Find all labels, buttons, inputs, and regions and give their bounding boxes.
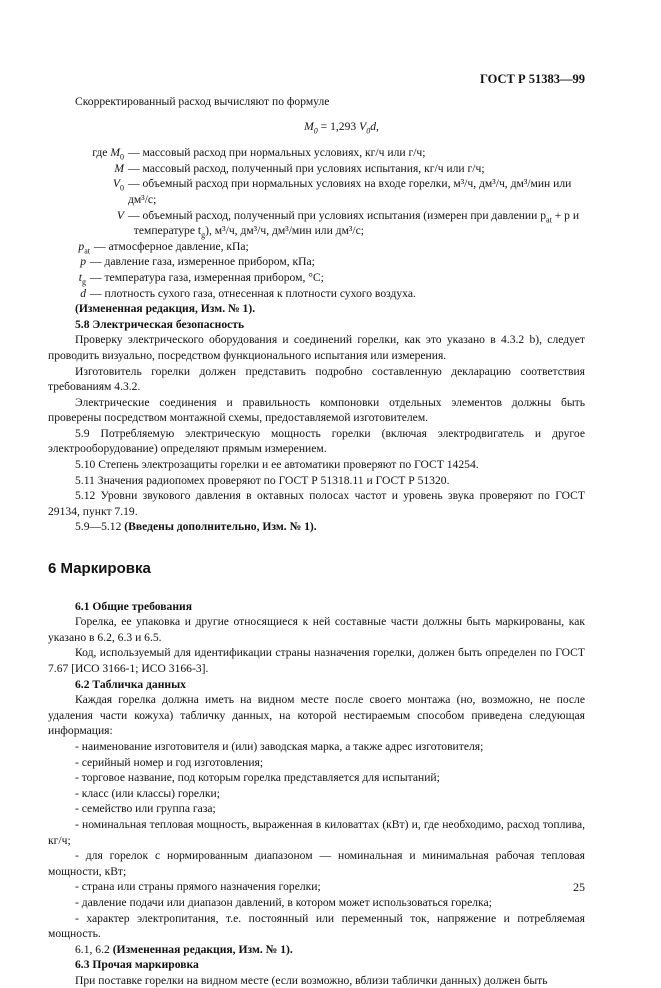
list-item: - наименование изготовителя и (или) заводская марка, а также адрес изготовителя; <box>75 739 484 753</box>
section-6-title: 6 Маркировка <box>48 560 151 578</box>
amendment-note-1: (Измененная редакция, Изм. № 1). <box>75 302 256 316</box>
def-d: d — плотность сухого газа, отнесенная к плотности сухого воздуха. <box>80 286 416 300</box>
para-5-11: 5.11 Значения радиопомех проверяют по ГОСТ Р 51318.11 и ГОСТ Р 51320. <box>75 473 450 487</box>
list-item: - торговое название, под которым горелка представляется для испытаний; <box>75 771 440 785</box>
para-6-2: Каждая горелка должна иметь на видном месте после своего монтажа (но, возможно, не после удаления части кожуха) табличку данных, на которой нестираемым способом приведена следующая информация: <box>48 693 585 738</box>
para-6-1-b: Код, используемый для идентификации страны назначения горелки, должен быть определен по ГОСТ 7.67 [ИСО 3166-1; ИСО 3166-3]. <box>48 646 585 675</box>
heading-6-2: 6.2 Табличка данных <box>75 677 186 691</box>
heading-6-1: 6.1 Общие требования <box>75 599 192 613</box>
list-item: - давление подачи или диапазон давлений, в котором может использоваться горелка; <box>75 895 492 909</box>
formula-intro: Скорректированный расход вычисляют по формуле <box>75 95 330 108</box>
heading-6-3: 6.3 Прочая маркировка <box>75 958 199 972</box>
def-v-cont: температуре $t_g$), м³/ч, дм³/ч, дм³/мин или дм³/с; <box>133 224 364 240</box>
formula-v: V <box>359 119 367 133</box>
formula-v-sub: 0 <box>366 125 371 135</box>
amendment-note-2: 5.9—5.12 (Введены дополнительно, Изм. № 1). <box>75 520 317 534</box>
page-header: ГОСТ Р 51383—99 <box>479 72 585 86</box>
list-item: - характер электропитания, т.е. постоянный или переменный ток, напряжение и потребляемая мощность. <box>48 911 585 941</box>
para-6-3: При поставке горелки на видном месте (если возможно, вблизи таблички данных) должен быть <box>75 973 548 987</box>
def-v0: $V_0$ — объемный расход при нормальных условиях на входе горелки, м³/ч, дм³/ч, дм³/мин или дм³/с; <box>112 177 572 206</box>
para-5-10: 5.10 Степень электрозащиты горелки и ее автоматики проверяют по ГОСТ 14254. <box>75 458 479 472</box>
def-m0: где $M_0$ — массовый расход при нормальных условиях, кг/ч или г/ч; <box>92 146 426 162</box>
para-6-1-a: Горелка, ее упаковка и другие относящиеся к ней составные части должны быть маркированы, как указано в 6.2, 6.3 и 6.5. <box>48 615 585 644</box>
formula-lhs-sub: 0 <box>313 125 318 135</box>
list-item: - страна или страны прямого назначения горелки; <box>75 880 321 894</box>
formula-eq: = 1,293 <box>317 119 360 133</box>
list-item: - семейство или группа газа; <box>75 802 216 816</box>
heading-5-8: 5.8 Электрическая безопасность <box>75 317 245 331</box>
def-p: p — давление газа, измеренное прибором, кПа; <box>80 255 315 269</box>
definitions <box>48 145 585 301</box>
formula <box>48 119 585 135</box>
formula-lhs: M <box>304 119 314 133</box>
def-pat: $p_{at}$ — атмосферное давление, кПа; <box>78 239 249 256</box>
def-v: V — объемный расход, полученный при условиях испытания (измерен при давлении $p_{at} + p$ и <box>116 208 580 224</box>
list-item: - серийный номер и год изготовления; <box>75 755 264 769</box>
para-5-9: 5.9 Потребляемую электрическую мощность горелки (включая электродвигатель и другое электрооборудование) определяют прямым измерением. <box>48 426 585 456</box>
amendment-note-3: 6.1, 6.2 (Измененная редакция, Изм. № 1). <box>75 942 293 956</box>
def-tg: $t_g$ — температура газа, измеренная прибором, °С; <box>78 270 324 287</box>
list-item: - номинальная тепловая мощность, выраженная в киловаттах (кВт) и, где необходимо, расход топлива, кг/ч; <box>48 817 585 847</box>
data-plate-list <box>48 739 585 942</box>
formula-tail: , <box>375 119 379 133</box>
def-m: M — массовый расход, полученный при условиях испытания, кг/ч или г/ч; <box>114 161 485 175</box>
para-5-8-c: Электрические соединения и правильность компоновки отдельных элементов должны быть проверены посредством монтажной схемы, предоставляемой изготовителем. <box>48 395 585 425</box>
page-content <box>48 94 585 988</box>
para-5-8-a: Проверку электрического оборудования и соединений горелки, как это указано в 4.3.2 b), следует проводить визуально, посредством функционального испытания или измерения. <box>48 333 585 362</box>
page-number: 25 <box>573 880 585 894</box>
para-5-8-b: Изготовитель горелки должен представить подробно составленную декларацию соответствия требованиям 4.3.2. <box>48 364 585 394</box>
list-item: - для горелок с нормированным диапазоном — номинальная и минимальная рабочая тепловая мощности, кВт; <box>48 849 585 878</box>
para-5-12: 5.12 Уровни звукового давления в октавных полосах частот и уровень звука проверяют по ГОСТ 29134, пункт 7.19. <box>48 489 585 518</box>
formula-d: d <box>370 119 376 133</box>
list-item: - класс (или классы) горелки; <box>75 786 220 800</box>
